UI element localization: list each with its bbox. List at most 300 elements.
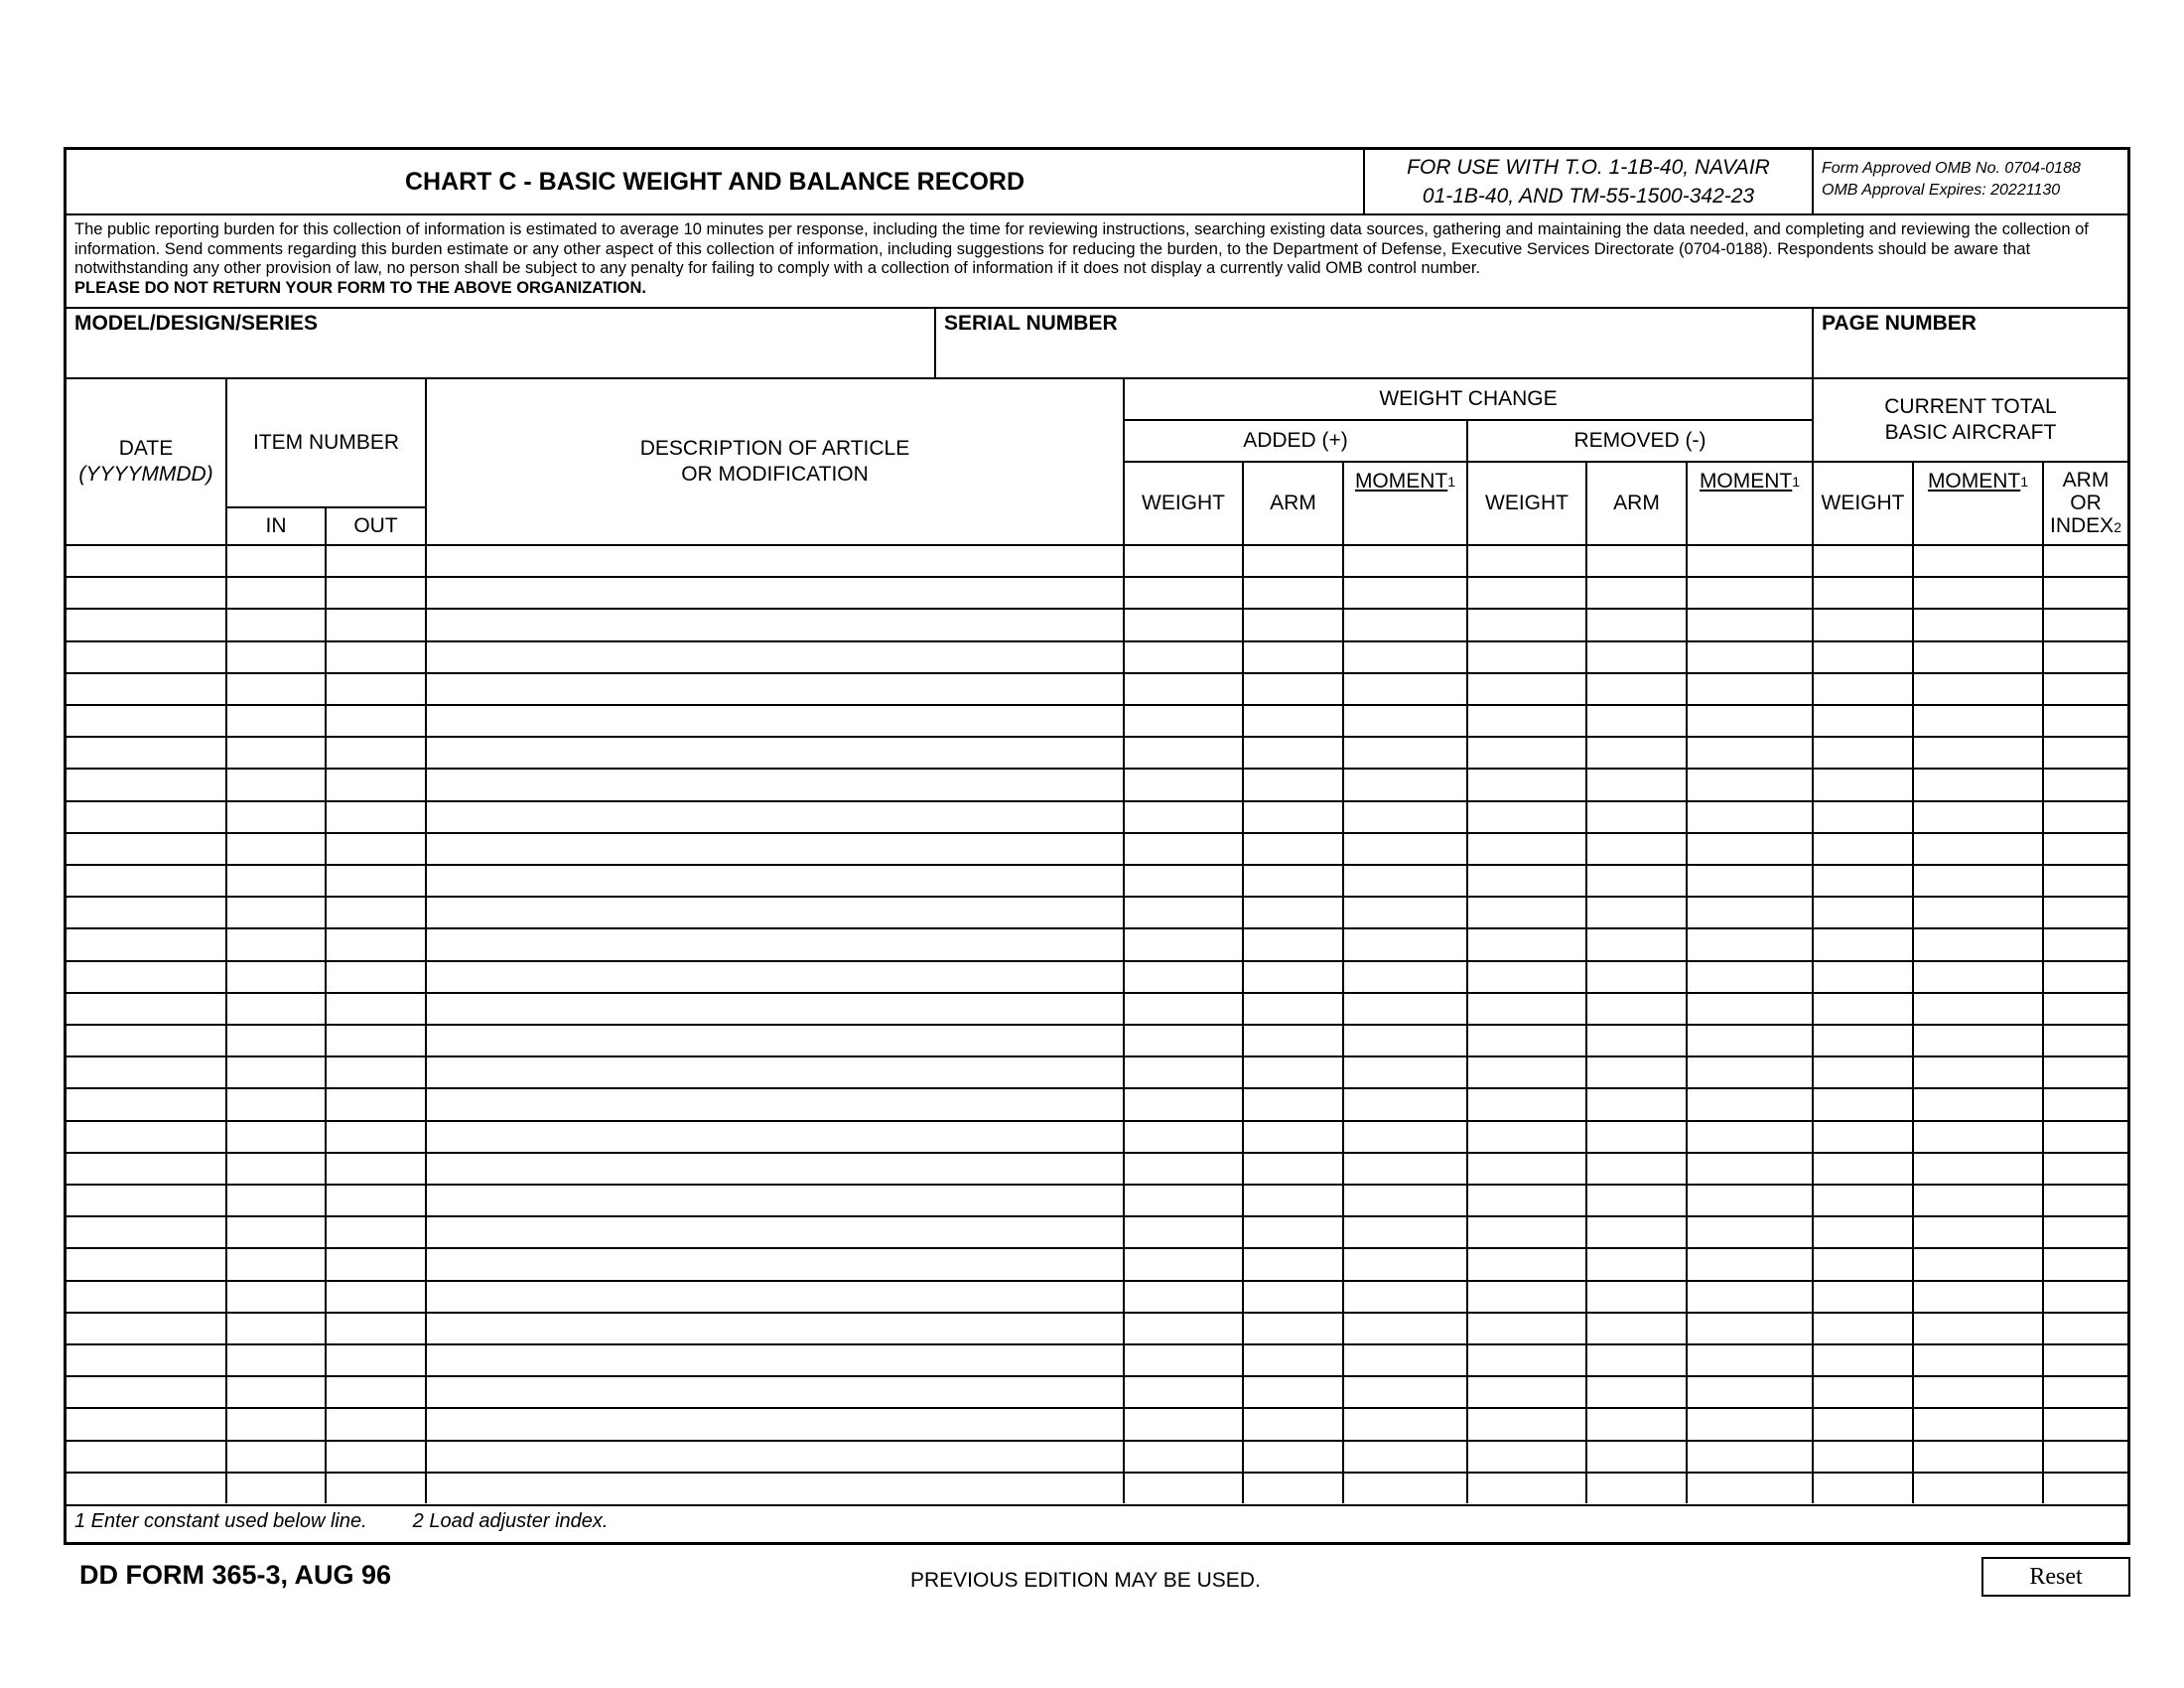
total-weight-cell[interactable] [1812, 1152, 1912, 1184]
removed-weight-cell[interactable] [1466, 1247, 1585, 1279]
arm-or-index-cell[interactable] [2042, 1184, 2127, 1215]
removed-moment-cell[interactable] [1686, 608, 1812, 639]
removed-arm-cell[interactable] [1585, 1087, 1686, 1119]
date-cell[interactable] [67, 544, 225, 576]
date-cell[interactable] [67, 608, 225, 639]
item-out-cell[interactable] [325, 1184, 425, 1215]
arm-or-index-cell[interactable] [2042, 896, 2127, 927]
total-moment-cell[interactable] [1912, 927, 2042, 959]
description-cell[interactable] [425, 832, 1123, 864]
removed-arm-cell[interactable] [1585, 608, 1686, 639]
removed-arm-cell[interactable] [1585, 864, 1686, 896]
added-weight-cell[interactable] [1123, 1247, 1242, 1279]
arm-or-index-cell[interactable] [2042, 992, 2127, 1024]
added-weight-cell[interactable] [1123, 1087, 1242, 1119]
removed-weight-cell[interactable] [1466, 896, 1585, 927]
description-cell[interactable] [425, 1055, 1123, 1087]
removed-weight-cell[interactable] [1466, 927, 1585, 959]
removed-arm-cell[interactable] [1585, 1472, 1686, 1503]
removed-weight-cell[interactable] [1466, 1472, 1585, 1503]
item-in-cell[interactable] [225, 1312, 325, 1343]
added-weight-cell[interactable] [1123, 736, 1242, 768]
removed-weight-cell[interactable] [1466, 544, 1585, 576]
item-in-cell[interactable] [225, 1024, 325, 1055]
item-out-cell[interactable] [325, 1024, 425, 1055]
added-moment-cell[interactable] [1342, 672, 1466, 704]
total-moment-cell[interactable] [1912, 832, 2042, 864]
description-cell[interactable] [425, 608, 1123, 639]
total-weight-cell[interactable] [1812, 800, 1912, 832]
date-cell[interactable] [67, 1280, 225, 1312]
date-cell[interactable] [67, 704, 225, 736]
item-in-cell[interactable] [225, 1120, 325, 1152]
removed-weight-cell[interactable] [1466, 1343, 1585, 1375]
removed-arm-cell[interactable] [1585, 1375, 1686, 1407]
added-arm-cell[interactable] [1242, 608, 1342, 639]
date-cell[interactable] [67, 960, 225, 992]
removed-arm-cell[interactable] [1585, 672, 1686, 704]
added-weight-cell[interactable] [1123, 672, 1242, 704]
arm-or-index-cell[interactable] [2042, 704, 2127, 736]
description-cell[interactable] [425, 576, 1123, 608]
removed-arm-cell[interactable] [1585, 544, 1686, 576]
removed-weight-cell[interactable] [1466, 1055, 1585, 1087]
item-in-cell[interactable] [225, 672, 325, 704]
removed-weight-cell[interactable] [1466, 672, 1585, 704]
added-arm-cell[interactable] [1242, 960, 1342, 992]
item-out-cell[interactable] [325, 992, 425, 1024]
added-arm-cell[interactable] [1242, 1472, 1342, 1503]
date-cell[interactable] [67, 576, 225, 608]
date-cell[interactable] [67, 1343, 225, 1375]
item-out-cell[interactable] [325, 544, 425, 576]
arm-or-index-cell[interactable] [2042, 768, 2127, 799]
date-cell[interactable] [67, 1247, 225, 1279]
removed-moment-cell[interactable] [1686, 704, 1812, 736]
removed-weight-cell[interactable] [1466, 576, 1585, 608]
added-moment-cell[interactable] [1342, 768, 1466, 799]
added-arm-cell[interactable] [1242, 1120, 1342, 1152]
page-number-field[interactable] [1812, 307, 2127, 377]
total-weight-cell[interactable] [1812, 1247, 1912, 1279]
removed-arm-cell[interactable] [1585, 800, 1686, 832]
removed-weight-cell[interactable] [1466, 736, 1585, 768]
item-out-cell[interactable] [325, 1343, 425, 1375]
removed-moment-cell[interactable] [1686, 1472, 1812, 1503]
total-weight-cell[interactable] [1812, 1184, 1912, 1215]
removed-moment-cell[interactable] [1686, 1120, 1812, 1152]
item-out-cell[interactable] [325, 1152, 425, 1184]
item-in-cell[interactable] [225, 768, 325, 799]
removed-arm-cell[interactable] [1585, 1312, 1686, 1343]
removed-weight-cell[interactable] [1466, 1184, 1585, 1215]
added-moment-cell[interactable] [1342, 992, 1466, 1024]
date-cell[interactable] [67, 864, 225, 896]
item-out-cell[interactable] [325, 1120, 425, 1152]
description-cell[interactable] [425, 1440, 1123, 1472]
item-in-cell[interactable] [225, 1184, 325, 1215]
item-in-cell[interactable] [225, 800, 325, 832]
total-weight-cell[interactable] [1812, 1120, 1912, 1152]
arm-or-index-cell[interactable] [2042, 1472, 2127, 1503]
total-weight-cell[interactable] [1812, 1407, 1912, 1439]
total-weight-cell[interactable] [1812, 832, 1912, 864]
added-moment-cell[interactable] [1342, 1375, 1466, 1407]
total-moment-cell[interactable] [1912, 544, 2042, 576]
date-cell[interactable] [67, 736, 225, 768]
description-cell[interactable] [425, 896, 1123, 927]
added-weight-cell[interactable] [1123, 576, 1242, 608]
item-out-cell[interactable] [325, 800, 425, 832]
total-moment-cell[interactable] [1912, 800, 2042, 832]
total-weight-cell[interactable] [1812, 1024, 1912, 1055]
removed-arm-cell[interactable] [1585, 832, 1686, 864]
description-cell[interactable] [425, 544, 1123, 576]
total-weight-cell[interactable] [1812, 1472, 1912, 1503]
added-arm-cell[interactable] [1242, 1055, 1342, 1087]
item-out-cell[interactable] [325, 640, 425, 672]
description-cell[interactable] [425, 736, 1123, 768]
arm-or-index-cell[interactable] [2042, 576, 2127, 608]
date-cell[interactable] [67, 1184, 225, 1215]
total-weight-cell[interactable] [1812, 1312, 1912, 1343]
added-moment-cell[interactable] [1342, 864, 1466, 896]
added-weight-cell[interactable] [1123, 608, 1242, 639]
description-cell[interactable] [425, 960, 1123, 992]
added-arm-cell[interactable] [1242, 832, 1342, 864]
removed-arm-cell[interactable] [1585, 1152, 1686, 1184]
date-cell[interactable] [67, 1312, 225, 1343]
added-weight-cell[interactable] [1123, 1343, 1242, 1375]
added-moment-cell[interactable] [1342, 927, 1466, 959]
item-out-cell[interactable] [325, 864, 425, 896]
total-weight-cell[interactable] [1812, 704, 1912, 736]
description-cell[interactable] [425, 1024, 1123, 1055]
removed-moment-cell[interactable] [1686, 1375, 1812, 1407]
removed-arm-cell[interactable] [1585, 1215, 1686, 1247]
added-weight-cell[interactable] [1123, 1407, 1242, 1439]
total-moment-cell[interactable] [1912, 736, 2042, 768]
added-arm-cell[interactable] [1242, 672, 1342, 704]
description-cell[interactable] [425, 1407, 1123, 1439]
item-out-cell[interactable] [325, 608, 425, 639]
added-arm-cell[interactable] [1242, 768, 1342, 799]
total-moment-cell[interactable] [1912, 576, 2042, 608]
total-moment-cell[interactable] [1912, 1247, 2042, 1279]
added-weight-cell[interactable] [1123, 832, 1242, 864]
total-moment-cell[interactable] [1912, 992, 2042, 1024]
removed-arm-cell[interactable] [1585, 1440, 1686, 1472]
added-weight-cell[interactable] [1123, 927, 1242, 959]
total-weight-cell[interactable] [1812, 672, 1912, 704]
added-weight-cell[interactable] [1123, 896, 1242, 927]
added-moment-cell[interactable] [1342, 1472, 1466, 1503]
removed-weight-cell[interactable] [1466, 1375, 1585, 1407]
item-in-cell[interactable] [225, 960, 325, 992]
removed-arm-cell[interactable] [1585, 1055, 1686, 1087]
removed-moment-cell[interactable] [1686, 1247, 1812, 1279]
item-in-cell[interactable] [225, 1407, 325, 1439]
removed-moment-cell[interactable] [1686, 1055, 1812, 1087]
total-moment-cell[interactable] [1912, 1280, 2042, 1312]
removed-moment-cell[interactable] [1686, 1087, 1812, 1119]
description-cell[interactable] [425, 1312, 1123, 1343]
item-in-cell[interactable] [225, 1440, 325, 1472]
total-moment-cell[interactable] [1912, 1024, 2042, 1055]
item-out-cell[interactable] [325, 1087, 425, 1119]
removed-moment-cell[interactable] [1686, 1407, 1812, 1439]
removed-moment-cell[interactable] [1686, 927, 1812, 959]
total-weight-cell[interactable] [1812, 768, 1912, 799]
arm-or-index-cell[interactable] [2042, 1440, 2127, 1472]
added-moment-cell[interactable] [1342, 1087, 1466, 1119]
added-arm-cell[interactable] [1242, 1440, 1342, 1472]
total-moment-cell[interactable] [1912, 1343, 2042, 1375]
arm-or-index-cell[interactable] [2042, 672, 2127, 704]
added-moment-cell[interactable] [1342, 704, 1466, 736]
removed-moment-cell[interactable] [1686, 736, 1812, 768]
added-weight-cell[interactable] [1123, 1280, 1242, 1312]
total-moment-cell[interactable] [1912, 1087, 2042, 1119]
removed-weight-cell[interactable] [1466, 960, 1585, 992]
description-cell[interactable] [425, 1152, 1123, 1184]
arm-or-index-cell[interactable] [2042, 640, 2127, 672]
total-moment-cell[interactable] [1912, 1312, 2042, 1343]
total-weight-cell[interactable] [1812, 1087, 1912, 1119]
removed-arm-cell[interactable] [1585, 768, 1686, 799]
arm-or-index-cell[interactable] [2042, 864, 2127, 896]
removed-moment-cell[interactable] [1686, 672, 1812, 704]
removed-moment-cell[interactable] [1686, 960, 1812, 992]
added-moment-cell[interactable] [1342, 544, 1466, 576]
description-cell[interactable] [425, 672, 1123, 704]
arm-or-index-cell[interactable] [2042, 736, 2127, 768]
description-cell[interactable] [425, 1120, 1123, 1152]
added-moment-cell[interactable] [1342, 1215, 1466, 1247]
item-out-cell[interactable] [325, 1407, 425, 1439]
item-in-cell[interactable] [225, 864, 325, 896]
arm-or-index-cell[interactable] [2042, 832, 2127, 864]
date-cell[interactable] [67, 1120, 225, 1152]
added-weight-cell[interactable] [1123, 1184, 1242, 1215]
added-weight-cell[interactable] [1123, 768, 1242, 799]
arm-or-index-cell[interactable] [2042, 1407, 2127, 1439]
removed-arm-cell[interactable] [1585, 640, 1686, 672]
removed-weight-cell[interactable] [1466, 800, 1585, 832]
date-cell[interactable] [67, 640, 225, 672]
added-weight-cell[interactable] [1123, 1375, 1242, 1407]
arm-or-index-cell[interactable] [2042, 1312, 2127, 1343]
total-moment-cell[interactable] [1912, 1215, 2042, 1247]
removed-arm-cell[interactable] [1585, 960, 1686, 992]
arm-or-index-cell[interactable] [2042, 1247, 2127, 1279]
arm-or-index-cell[interactable] [2042, 1280, 2127, 1312]
date-cell[interactable] [67, 800, 225, 832]
added-weight-cell[interactable] [1123, 1215, 1242, 1247]
item-in-cell[interactable] [225, 640, 325, 672]
total-weight-cell[interactable] [1812, 960, 1912, 992]
removed-arm-cell[interactable] [1585, 1247, 1686, 1279]
added-moment-cell[interactable] [1342, 1024, 1466, 1055]
description-cell[interactable] [425, 768, 1123, 799]
removed-arm-cell[interactable] [1585, 1120, 1686, 1152]
removed-weight-cell[interactable] [1466, 1440, 1585, 1472]
removed-arm-cell[interactable] [1585, 1024, 1686, 1055]
added-arm-cell[interactable] [1242, 1024, 1342, 1055]
total-moment-cell[interactable] [1912, 1472, 2042, 1503]
removed-moment-cell[interactable] [1686, 640, 1812, 672]
description-cell[interactable] [425, 864, 1123, 896]
removed-arm-cell[interactable] [1585, 1280, 1686, 1312]
added-weight-cell[interactable] [1123, 800, 1242, 832]
description-cell[interactable] [425, 1215, 1123, 1247]
item-in-cell[interactable] [225, 1215, 325, 1247]
description-cell[interactable] [425, 704, 1123, 736]
item-in-cell[interactable] [225, 992, 325, 1024]
removed-weight-cell[interactable] [1466, 1087, 1585, 1119]
removed-moment-cell[interactable] [1686, 864, 1812, 896]
removed-moment-cell[interactable] [1686, 992, 1812, 1024]
removed-arm-cell[interactable] [1585, 1407, 1686, 1439]
item-out-cell[interactable] [325, 576, 425, 608]
total-moment-cell[interactable] [1912, 768, 2042, 799]
removed-weight-cell[interactable] [1466, 1152, 1585, 1184]
date-cell[interactable] [67, 1152, 225, 1184]
total-moment-cell[interactable] [1912, 960, 2042, 992]
date-cell[interactable] [67, 992, 225, 1024]
item-in-cell[interactable] [225, 832, 325, 864]
added-arm-cell[interactable] [1242, 736, 1342, 768]
total-weight-cell[interactable] [1812, 864, 1912, 896]
added-weight-cell[interactable] [1123, 992, 1242, 1024]
removed-moment-cell[interactable] [1686, 1343, 1812, 1375]
added-moment-cell[interactable] [1342, 1312, 1466, 1343]
description-cell[interactable] [425, 1343, 1123, 1375]
removed-weight-cell[interactable] [1466, 768, 1585, 799]
arm-or-index-cell[interactable] [2042, 800, 2127, 832]
added-arm-cell[interactable] [1242, 800, 1342, 832]
removed-moment-cell[interactable] [1686, 1024, 1812, 1055]
item-in-cell[interactable] [225, 608, 325, 639]
item-out-cell[interactable] [325, 704, 425, 736]
added-arm-cell[interactable] [1242, 992, 1342, 1024]
item-out-cell[interactable] [325, 1375, 425, 1407]
total-weight-cell[interactable] [1812, 1280, 1912, 1312]
added-weight-cell[interactable] [1123, 1440, 1242, 1472]
added-moment-cell[interactable] [1342, 896, 1466, 927]
total-weight-cell[interactable] [1812, 1343, 1912, 1375]
arm-or-index-cell[interactable] [2042, 1087, 2127, 1119]
added-weight-cell[interactable] [1123, 640, 1242, 672]
item-out-cell[interactable] [325, 1215, 425, 1247]
item-in-cell[interactable] [225, 896, 325, 927]
item-out-cell[interactable] [325, 1472, 425, 1503]
description-cell[interactable] [425, 1472, 1123, 1503]
arm-or-index-cell[interactable] [2042, 1120, 2127, 1152]
total-weight-cell[interactable] [1812, 1375, 1912, 1407]
added-weight-cell[interactable] [1123, 1120, 1242, 1152]
added-arm-cell[interactable] [1242, 544, 1342, 576]
total-moment-cell[interactable] [1912, 1407, 2042, 1439]
total-weight-cell[interactable] [1812, 736, 1912, 768]
date-cell[interactable] [67, 927, 225, 959]
total-weight-cell[interactable] [1812, 1215, 1912, 1247]
removed-moment-cell[interactable] [1686, 800, 1812, 832]
date-cell[interactable] [67, 1215, 225, 1247]
serial-number-field[interactable] [934, 307, 1812, 377]
added-arm-cell[interactable] [1242, 864, 1342, 896]
added-weight-cell[interactable] [1123, 1312, 1242, 1343]
removed-weight-cell[interactable] [1466, 1120, 1585, 1152]
added-weight-cell[interactable] [1123, 864, 1242, 896]
removed-moment-cell[interactable] [1686, 576, 1812, 608]
added-arm-cell[interactable] [1242, 927, 1342, 959]
item-out-cell[interactable] [325, 927, 425, 959]
arm-or-index-cell[interactable] [2042, 1024, 2127, 1055]
added-arm-cell[interactable] [1242, 1152, 1342, 1184]
removed-moment-cell[interactable] [1686, 896, 1812, 927]
removed-arm-cell[interactable] [1585, 576, 1686, 608]
date-cell[interactable] [67, 832, 225, 864]
removed-moment-cell[interactable] [1686, 544, 1812, 576]
added-moment-cell[interactable] [1342, 1407, 1466, 1439]
removed-arm-cell[interactable] [1585, 704, 1686, 736]
added-arm-cell[interactable] [1242, 1375, 1342, 1407]
item-out-cell[interactable] [325, 736, 425, 768]
total-moment-cell[interactable] [1912, 1184, 2042, 1215]
item-in-cell[interactable] [225, 1247, 325, 1279]
date-cell[interactable] [67, 1055, 225, 1087]
removed-weight-cell[interactable] [1466, 992, 1585, 1024]
removed-weight-cell[interactable] [1466, 832, 1585, 864]
added-moment-cell[interactable] [1342, 960, 1466, 992]
item-in-cell[interactable] [225, 544, 325, 576]
date-cell[interactable] [67, 1024, 225, 1055]
removed-weight-cell[interactable] [1466, 640, 1585, 672]
item-in-cell[interactable] [225, 1152, 325, 1184]
item-in-cell[interactable] [225, 1343, 325, 1375]
added-weight-cell[interactable] [1123, 1055, 1242, 1087]
added-moment-cell[interactable] [1342, 1247, 1466, 1279]
added-arm-cell[interactable] [1242, 896, 1342, 927]
description-cell[interactable] [425, 1247, 1123, 1279]
date-cell[interactable] [67, 1472, 225, 1503]
date-cell[interactable] [67, 1407, 225, 1439]
model-design-series-field[interactable] [67, 307, 934, 377]
arm-or-index-cell[interactable] [2042, 1152, 2127, 1184]
item-in-cell[interactable] [225, 576, 325, 608]
removed-moment-cell[interactable] [1686, 1152, 1812, 1184]
total-weight-cell[interactable] [1812, 1440, 1912, 1472]
added-moment-cell[interactable] [1342, 1343, 1466, 1375]
item-out-cell[interactable] [325, 1055, 425, 1087]
added-moment-cell[interactable] [1342, 832, 1466, 864]
date-cell[interactable] [67, 1087, 225, 1119]
item-out-cell[interactable] [325, 672, 425, 704]
added-arm-cell[interactable] [1242, 1247, 1342, 1279]
added-arm-cell[interactable] [1242, 576, 1342, 608]
total-weight-cell[interactable] [1812, 992, 1912, 1024]
total-moment-cell[interactable] [1912, 1375, 2042, 1407]
total-moment-cell[interactable] [1912, 864, 2042, 896]
item-in-cell[interactable] [225, 1375, 325, 1407]
added-weight-cell[interactable] [1123, 704, 1242, 736]
removed-arm-cell[interactable] [1585, 1184, 1686, 1215]
item-out-cell[interactable] [325, 832, 425, 864]
item-in-cell[interactable] [225, 704, 325, 736]
arm-or-index-cell[interactable] [2042, 608, 2127, 639]
added-arm-cell[interactable] [1242, 1312, 1342, 1343]
